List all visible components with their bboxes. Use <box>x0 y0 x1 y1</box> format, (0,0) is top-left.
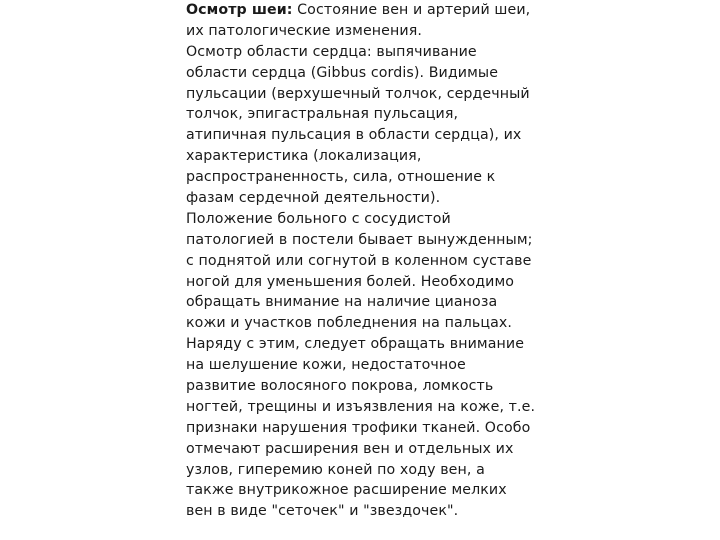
text-line: узлов, гиперемию коней по ходу вен, а <box>186 461 485 478</box>
text-line: Осмотр области сердца: выпячивание <box>186 43 477 60</box>
text-line: толчок, эпигастральная пульсация, <box>186 106 459 123</box>
text-line: признаки нарушения трофики тканей. Особо <box>186 419 531 436</box>
text-line: обращать внимание на наличие цианоза <box>186 294 498 311</box>
text-line: Положение больного с сосудистой <box>186 210 451 227</box>
heading-rest-text: Состояние вен и артерий шеи, <box>292 2 531 18</box>
text-line: ногой для уменьшения болей. Необходимо <box>186 273 515 290</box>
text-line: фазам сердечной деятельности). <box>186 190 441 207</box>
text-line: развитие волосяного покрова, ломкость <box>186 378 494 395</box>
heading-bold-text: Осмотр шеи: <box>186 2 293 18</box>
text-line: ногтей, трещины и изъязвления на коже, т.е. <box>186 398 536 415</box>
text-line: пульсации (верхушечный толчок, сердечный <box>186 85 530 102</box>
text-line: распространенность, сила, отношение к <box>186 169 496 186</box>
text-line: с поднятой или согнутой в коленном суставе <box>186 252 532 269</box>
text-line: области сердца (Gibbus cordis). Видимые <box>186 64 499 81</box>
text-line: отмечают расширения вен и отдельных их <box>186 440 514 457</box>
text-line: на шелушение кожи, недостаточное <box>186 357 466 374</box>
body-text <box>186 0 546 522</box>
text-line: атипичная пульсация в области сердца), их <box>186 127 522 144</box>
text-line: Наряду с этим, следует обращать внимание <box>186 336 525 353</box>
text-line-heading <box>186 0 546 21</box>
text-line: их патологические изменения. <box>186 22 422 39</box>
text-line: патологией в постели бывает вынужденным; <box>186 231 533 248</box>
text-line: также внутрикожное расширение мелких <box>186 482 507 499</box>
text-line: кожи и участков побледнения на пальцах. <box>186 315 513 332</box>
text-line: характеристика (локализация, <box>186 148 422 165</box>
text-line: вен в виде "сеточек" и "звездочек". <box>186 503 459 520</box>
